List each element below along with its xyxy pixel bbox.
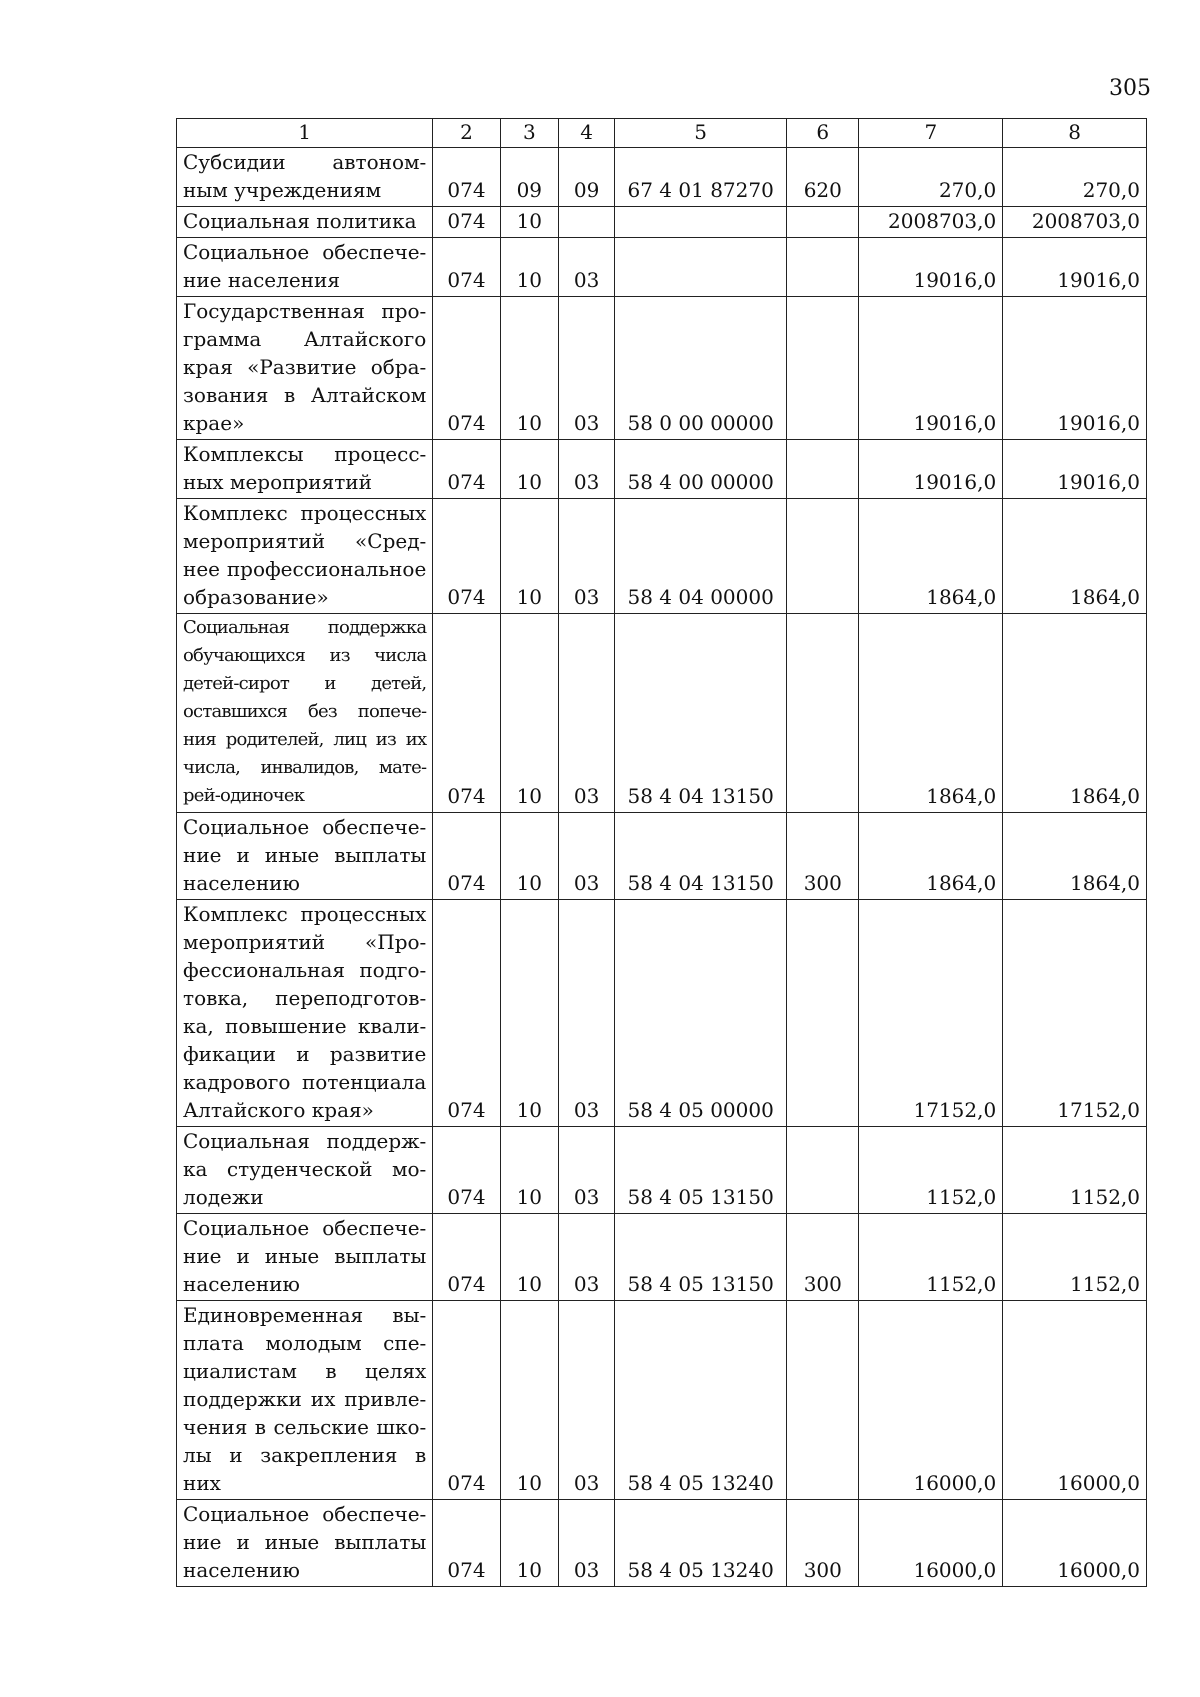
- amount-cell-year2: 16000,0: [1003, 1301, 1147, 1500]
- item-name-line: рей-одиночек: [183, 785, 305, 806]
- amount-cell-year1: 16000,0: [859, 1500, 1003, 1587]
- section-code-cell: 10: [500, 1127, 558, 1214]
- item-name-line: нее профессиональное: [183, 557, 427, 581]
- ministry-code-cell: 074: [433, 148, 500, 207]
- expense-type-code-cell: [787, 297, 859, 440]
- subsection-code-cell: 03: [558, 238, 614, 297]
- amount-cell-year2: 1864,0: [1003, 499, 1147, 614]
- item-name-line: чения в сельские шко-: [183, 1415, 427, 1439]
- amount-cell-year2: 19016,0: [1003, 238, 1147, 297]
- ministry-code-cell: 074: [433, 614, 500, 813]
- subsection-code-cell: 03: [558, 440, 614, 499]
- item-name-line: детей-сирот и детей,: [183, 673, 427, 694]
- expense-type-code-cell: [787, 238, 859, 297]
- amount-cell-year2: 1864,0: [1003, 614, 1147, 813]
- ministry-code-cell: 074: [433, 440, 500, 499]
- item-name-cell: [177, 499, 433, 614]
- amount-cell-year1: 1864,0: [859, 614, 1003, 813]
- ministry-code-cell: 074: [433, 1214, 500, 1301]
- item-name-line: Социальная поддерж-: [183, 1129, 427, 1153]
- item-name-line: Субсидии автоном-: [183, 150, 427, 174]
- item-name-line: крае»: [183, 411, 245, 435]
- item-name-line: Комплексы процесс-: [183, 442, 427, 466]
- amount-cell-year2: 270,0: [1003, 148, 1147, 207]
- item-name-cell: [177, 238, 433, 297]
- item-name-line: Комплекс процессных: [183, 501, 427, 525]
- item-name-line: ка, повышение квали-: [183, 1014, 427, 1038]
- item-name-line: лы и закрепления в: [183, 1443, 427, 1467]
- subsection-code-cell: 03: [558, 614, 614, 813]
- target-article-code-cell: 58 4 05 13240: [615, 1301, 787, 1500]
- target-article-code-cell: 58 4 04 00000: [615, 499, 787, 614]
- expense-type-code-cell: 300: [787, 1214, 859, 1301]
- subsection-code-cell: 03: [558, 1214, 614, 1301]
- amount-cell-year2: 16000,0: [1003, 1500, 1147, 1587]
- ministry-code-cell: 074: [433, 813, 500, 900]
- item-name-line: товка, переподготов-: [183, 986, 427, 1010]
- item-name-line: Социальное обеспече-: [183, 815, 427, 839]
- amount-cell-year2: 19016,0: [1003, 440, 1147, 499]
- table-row: [177, 297, 1147, 440]
- expense-type-code-cell: [787, 1301, 859, 1500]
- item-name-line: обучающихся из числа: [183, 645, 427, 666]
- target-article-code-cell: 58 4 05 00000: [615, 900, 787, 1127]
- amount-cell-year2: 1152,0: [1003, 1214, 1147, 1301]
- section-code-cell: 10: [500, 238, 558, 297]
- item-name-cell: [177, 1500, 433, 1587]
- item-name-cell: [177, 1301, 433, 1500]
- header-cell-2: 2: [433, 119, 500, 148]
- item-name-line: Социальное обеспече-: [183, 240, 427, 264]
- table-row: [177, 614, 1147, 813]
- item-name-line: Социальное обеспече-: [183, 1216, 427, 1240]
- item-name-line: зования в Алтайском: [183, 383, 427, 407]
- expense-type-code-cell: 620: [787, 148, 859, 207]
- item-name-line: числа, инвалидов, мате-: [183, 757, 427, 778]
- item-name-cell: [177, 440, 433, 499]
- item-name-line: Алтайского края»: [183, 1098, 374, 1122]
- ministry-code-cell: 074: [433, 1127, 500, 1214]
- item-name-line: них: [183, 1471, 221, 1495]
- subsection-code-cell: 03: [558, 813, 614, 900]
- item-name-line: мероприятий «Про-: [183, 930, 427, 954]
- table-row: [177, 1500, 1147, 1587]
- section-code-cell: 10: [500, 1500, 558, 1587]
- item-name-line: Социальное обеспече-: [183, 1502, 427, 1526]
- item-name-cell: [177, 813, 433, 900]
- expense-type-code-cell: 300: [787, 1500, 859, 1587]
- budget-table: [176, 118, 1147, 1587]
- subsection-code-cell: 03: [558, 1127, 614, 1214]
- item-name-cell: [177, 297, 433, 440]
- item-name-line: ние и иные выплаты: [183, 1530, 427, 1554]
- target-article-code-cell: 58 4 04 13150: [615, 614, 787, 813]
- expense-type-code-cell: [787, 499, 859, 614]
- header-cell-8: 8: [1003, 119, 1147, 148]
- item-name-line: поддержки их привле-: [183, 1387, 427, 1411]
- target-article-code-cell: 58 4 05 13240: [615, 1500, 787, 1587]
- table-row: [177, 440, 1147, 499]
- amount-cell-year1: 19016,0: [859, 440, 1003, 499]
- ministry-code-cell: 074: [433, 900, 500, 1127]
- item-name-line: ние и иные выплаты: [183, 843, 427, 867]
- item-name-line: населению: [183, 1558, 300, 1582]
- table-header-row: [177, 119, 1147, 148]
- table-row: [177, 207, 1147, 238]
- subsection-code-cell: 03: [558, 297, 614, 440]
- table-row: [177, 1214, 1147, 1301]
- header-cell-3: 3: [500, 119, 558, 148]
- item-name-line: ных мероприятий: [183, 470, 372, 494]
- target-article-code-cell: [615, 207, 787, 238]
- expense-type-code-cell: 300: [787, 813, 859, 900]
- table-row: [177, 900, 1147, 1127]
- target-article-code-cell: [615, 238, 787, 297]
- amount-cell-year1: 17152,0: [859, 900, 1003, 1127]
- ministry-code-cell: 074: [433, 207, 500, 238]
- item-name-line: Социальная политика: [183, 209, 417, 233]
- amount-cell-year1: 1152,0: [859, 1214, 1003, 1301]
- item-name-line: грамма Алтайского: [183, 327, 427, 351]
- item-name-cell: [177, 207, 433, 238]
- item-name-line: мероприятий «Сред-: [183, 529, 427, 553]
- item-name-line: ние населения: [183, 268, 340, 292]
- header-cell-5: 5: [615, 119, 787, 148]
- amount-cell-year1: 2008703,0: [859, 207, 1003, 238]
- amount-cell-year1: 1864,0: [859, 813, 1003, 900]
- expense-type-code-cell: [787, 440, 859, 499]
- target-article-code-cell: 58 4 00 00000: [615, 440, 787, 499]
- section-code-cell: 10: [500, 614, 558, 813]
- item-name-line: кадрового потенциала: [183, 1070, 427, 1094]
- amount-cell-year2: 1864,0: [1003, 813, 1147, 900]
- item-name-line: Государственная про-: [183, 299, 427, 323]
- item-name-line: образование»: [183, 585, 329, 609]
- amount-cell-year1: 1152,0: [859, 1127, 1003, 1214]
- table-row: [177, 1301, 1147, 1500]
- item-name-line: ние и иные выплаты: [183, 1244, 427, 1268]
- page-number: 305: [1109, 76, 1151, 101]
- amount-cell-year2: 17152,0: [1003, 900, 1147, 1127]
- expense-type-code-cell: [787, 207, 859, 238]
- ministry-code-cell: 074: [433, 1301, 500, 1500]
- expense-type-code-cell: [787, 1127, 859, 1214]
- header-cell-4: 4: [558, 119, 614, 148]
- subsection-code-cell: 03: [558, 1301, 614, 1500]
- item-name-line: фикации и развитие: [183, 1042, 427, 1066]
- header-cell-6: 6: [787, 119, 859, 148]
- item-name-line: Единовременная вы-: [183, 1303, 427, 1327]
- target-article-code-cell: 58 4 05 13150: [615, 1127, 787, 1214]
- item-name-line: Комплекс процессных: [183, 902, 427, 926]
- section-code-cell: 10: [500, 207, 558, 238]
- table-row: [177, 1127, 1147, 1214]
- target-article-code-cell: 58 4 04 13150: [615, 813, 787, 900]
- expense-type-code-cell: [787, 614, 859, 813]
- item-name-line: оставшихся без попече-: [183, 701, 427, 722]
- item-name-cell: [177, 148, 433, 207]
- ministry-code-cell: 074: [433, 297, 500, 440]
- section-code-cell: 10: [500, 440, 558, 499]
- subsection-code-cell: 03: [558, 900, 614, 1127]
- item-name-cell: [177, 614, 433, 813]
- amount-cell-year2: 1152,0: [1003, 1127, 1147, 1214]
- item-name-cell: [177, 900, 433, 1127]
- item-name-line: ния родителей, лиц из их: [183, 729, 427, 750]
- amount-cell-year1: 16000,0: [859, 1301, 1003, 1500]
- amount-cell-year1: 19016,0: [859, 297, 1003, 440]
- ministry-code-cell: 074: [433, 238, 500, 297]
- target-article-code-cell: 58 0 00 00000: [615, 297, 787, 440]
- item-name-line: плата молодым спе-: [183, 1331, 427, 1355]
- target-article-code-cell: 67 4 01 87270: [615, 148, 787, 207]
- section-code-cell: 10: [500, 1214, 558, 1301]
- target-article-code-cell: 58 4 05 13150: [615, 1214, 787, 1301]
- item-name-cell: [177, 1214, 433, 1301]
- item-name-line: населению: [183, 871, 300, 895]
- item-name-cell: [177, 1127, 433, 1214]
- subsection-code-cell: 09: [558, 148, 614, 207]
- amount-cell-year1: 19016,0: [859, 238, 1003, 297]
- section-code-cell: 10: [500, 813, 558, 900]
- amount-cell-year1: 270,0: [859, 148, 1003, 207]
- subsection-code-cell: 03: [558, 1500, 614, 1587]
- header-cell-1: 1: [177, 119, 433, 148]
- item-name-line: фессиональная подго-: [183, 958, 427, 982]
- item-name-line: ка студенческой мо-: [183, 1157, 427, 1181]
- table-row: [177, 813, 1147, 900]
- item-name-line: края «Развитие обра-: [183, 355, 427, 379]
- section-code-cell: 10: [500, 297, 558, 440]
- header-cell-7: 7: [859, 119, 1003, 148]
- ministry-code-cell: 074: [433, 1500, 500, 1587]
- table-row: [177, 148, 1147, 207]
- subsection-code-cell: [558, 207, 614, 238]
- amount-cell-year2: 19016,0: [1003, 297, 1147, 440]
- table-row: [177, 499, 1147, 614]
- item-name-line: лодежи: [183, 1185, 264, 1209]
- section-code-cell: 09: [500, 148, 558, 207]
- section-code-cell: 10: [500, 900, 558, 1127]
- item-name-line: Социальная поддержка: [183, 617, 427, 638]
- subsection-code-cell: 03: [558, 499, 614, 614]
- amount-cell-year1: 1864,0: [859, 499, 1003, 614]
- item-name-line: ным учреждениям: [183, 178, 382, 202]
- expense-type-code-cell: [787, 900, 859, 1127]
- ministry-code-cell: 074: [433, 499, 500, 614]
- item-name-line: циалистам в целях: [183, 1359, 427, 1383]
- section-code-cell: 10: [500, 1301, 558, 1500]
- table-row: [177, 238, 1147, 297]
- section-code-cell: 10: [500, 499, 558, 614]
- amount-cell-year2: 2008703,0: [1003, 207, 1147, 238]
- item-name-line: населению: [183, 1272, 300, 1296]
